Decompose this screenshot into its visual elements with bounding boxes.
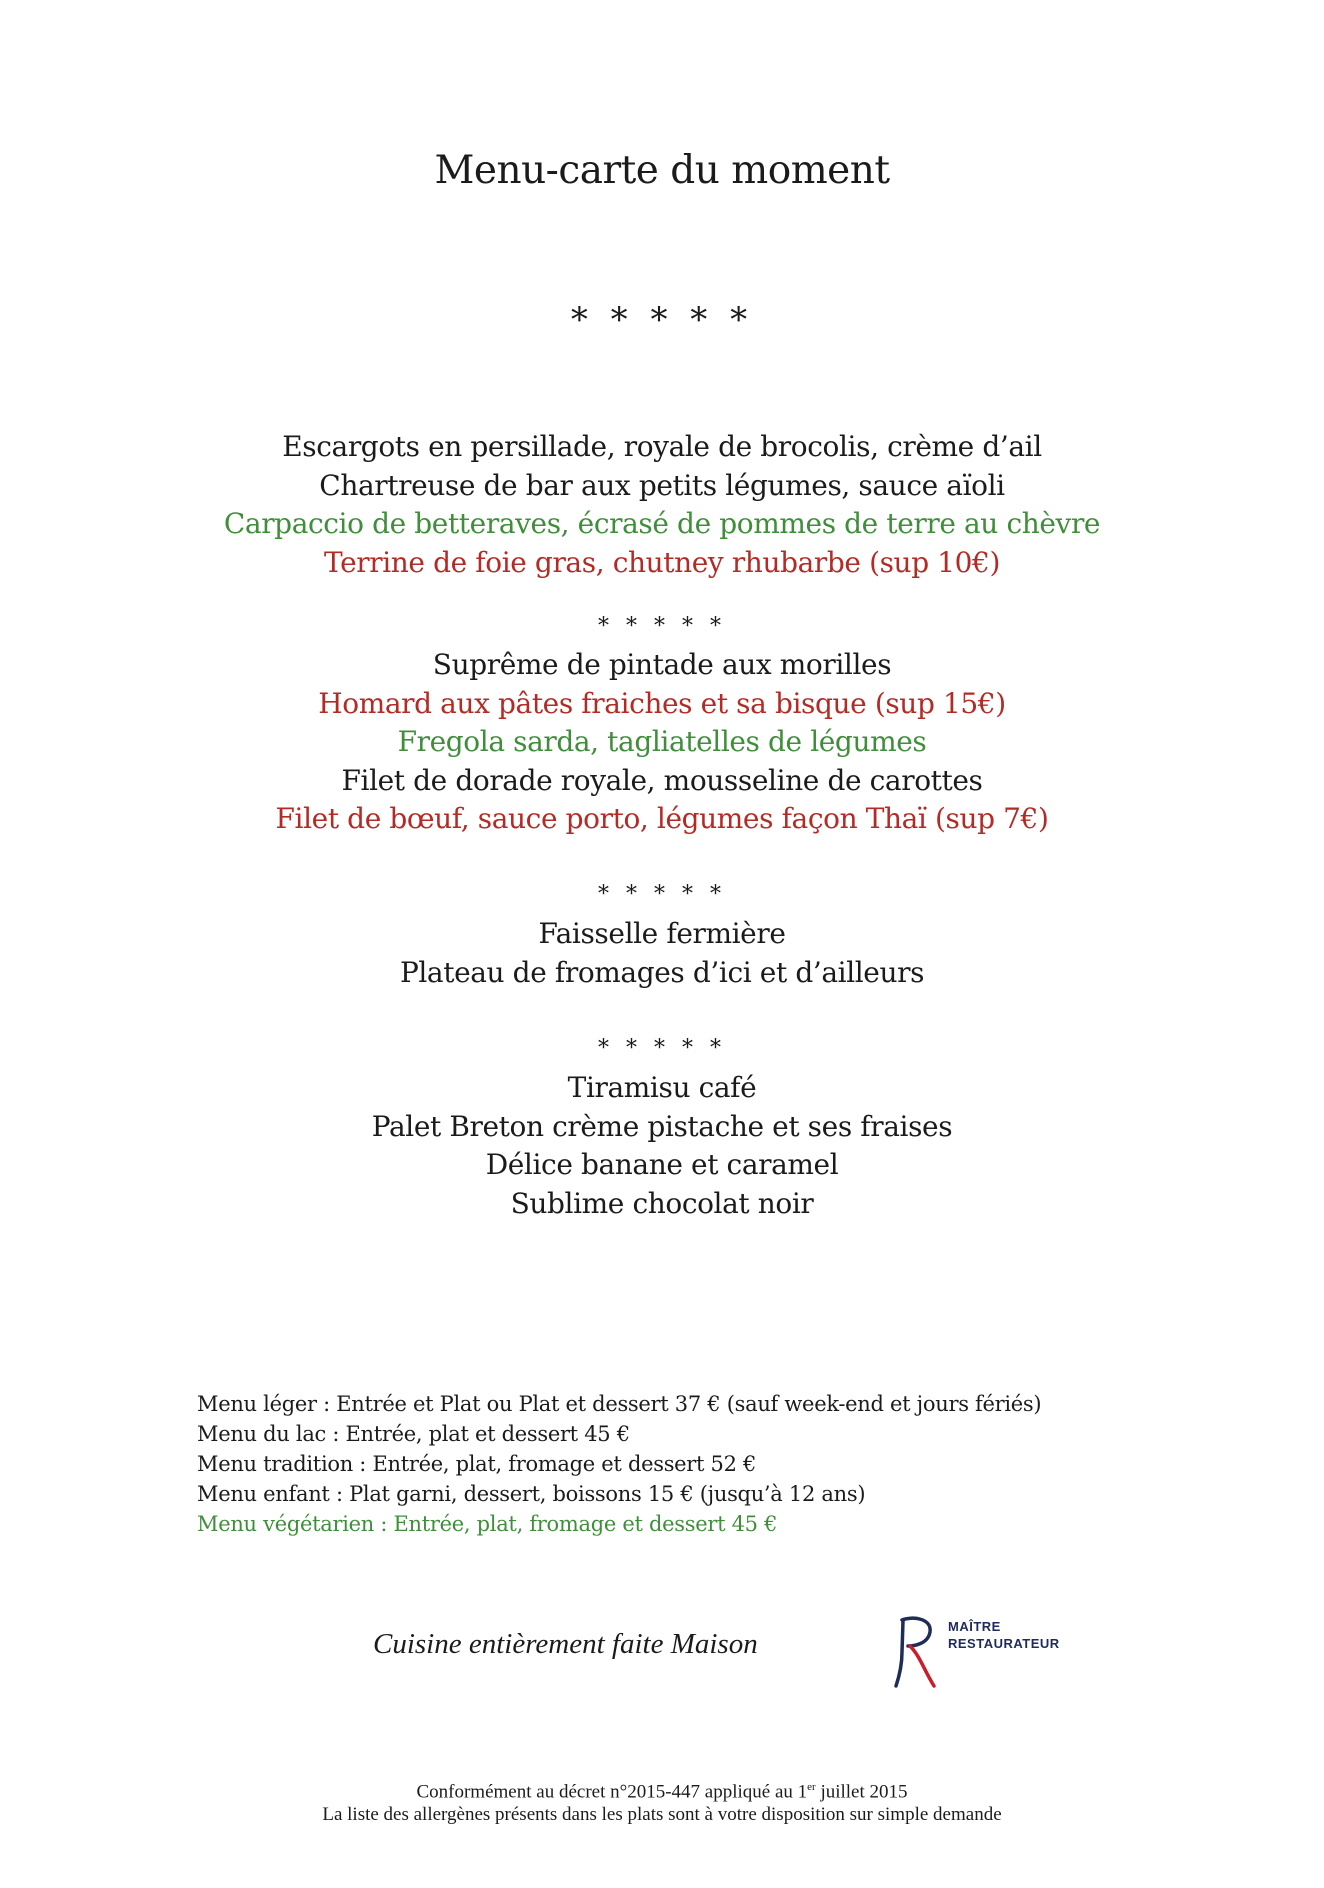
plat-item: Filet de dorade royale, mousseline de carottes [341, 763, 983, 797]
plat-item: Suprême de pintade aux morilles [432, 648, 892, 681]
section-separator: * * * * * [598, 614, 726, 639]
section-separator: * * * * * [598, 882, 726, 907]
plat-item: Fregola sarda, tagliatelles de légumes [397, 725, 927, 758]
legal-notice [0, 1776, 1324, 1826]
plat-item: Homard aux pâtes fraiches et sa bisque (sup 15€) [318, 686, 1006, 720]
formule-item: Menu du lac : Entrée, plat et dessert 45 € [197, 1422, 630, 1446]
legal-date-text: juillet 2015 [815, 1781, 908, 1803]
formules-list [197, 1389, 1041, 1539]
fromages-section [0, 915, 1324, 992]
cuisine-maison-label: Cuisine entièrement faite Maison [373, 1628, 758, 1660]
section-separator: * * * * * [598, 1036, 726, 1061]
fromage-item: Plateau de fromages d’ici et d’ailleurs [399, 955, 925, 989]
legal-line-2: La liste des allergènes présents dans les plats sont à votre disposition sur simple demande [322, 1804, 1002, 1826]
entree-item: Chartreuse de bar aux petits légumes, sauce aïoli [319, 468, 1005, 502]
entree-item: Carpaccio de betteraves, écrasé de pommes de terre au chèvre [223, 507, 1101, 540]
dessert-item: Palet Breton crème pistache et ses fraises [371, 1109, 953, 1143]
title-separator: * * * * * [570, 300, 754, 340]
maitre-restaurateur-logo [888, 1612, 1078, 1692]
entree-item: Escargots en persillade, royale de brocolis, crème d’ail [282, 430, 1042, 463]
formule-item: Menu végétarien : Entrée, plat, fromage et dessert 45 € [197, 1512, 778, 1536]
maitre-restaurateur-r-icon [888, 1612, 948, 1692]
formule-item: Menu enfant : Plat garni, dessert, boissons 15 € (jusqu’à 12 ans) [197, 1482, 866, 1506]
plats-section [0, 646, 1324, 839]
logo-text [948, 1618, 1060, 1652]
entrees-section [0, 428, 1324, 582]
dessert-item: Délice banane et caramel [485, 1148, 839, 1181]
dessert-item: Sublime chocolat noir [510, 1186, 814, 1220]
formule-item: Menu tradition : Entrée, plat, fromage et dessert 52 € [197, 1452, 757, 1476]
fromage-item: Faisselle fermière [538, 917, 786, 950]
formule-item: Menu léger : Entrée et Plat ou Plat et dessert 37 € (sauf week-end et jours fériés) [197, 1392, 1042, 1416]
logo-text-line1: MAÎTRE [948, 1619, 1001, 1634]
legal-sup: er [807, 1781, 816, 1793]
legal-decret-text: Conformément au décret n°2015-447 appliqué au 1 [416, 1781, 808, 1803]
plat-item: Filet de bœuf, sauce porto, légumes façon Thaï (sup 7€) [275, 802, 1049, 835]
legal-line-1 [0, 1776, 1324, 1803]
page-title: Menu-carte du moment [434, 148, 890, 193]
entree-item: Terrine de foie gras, chutney rhubarbe (sup 10€) [323, 545, 1000, 579]
logo-text-line2: RESTAURATEUR [948, 1636, 1060, 1651]
dessert-item: Tiramisu café [567, 1071, 757, 1104]
desserts-section [0, 1069, 1324, 1223]
